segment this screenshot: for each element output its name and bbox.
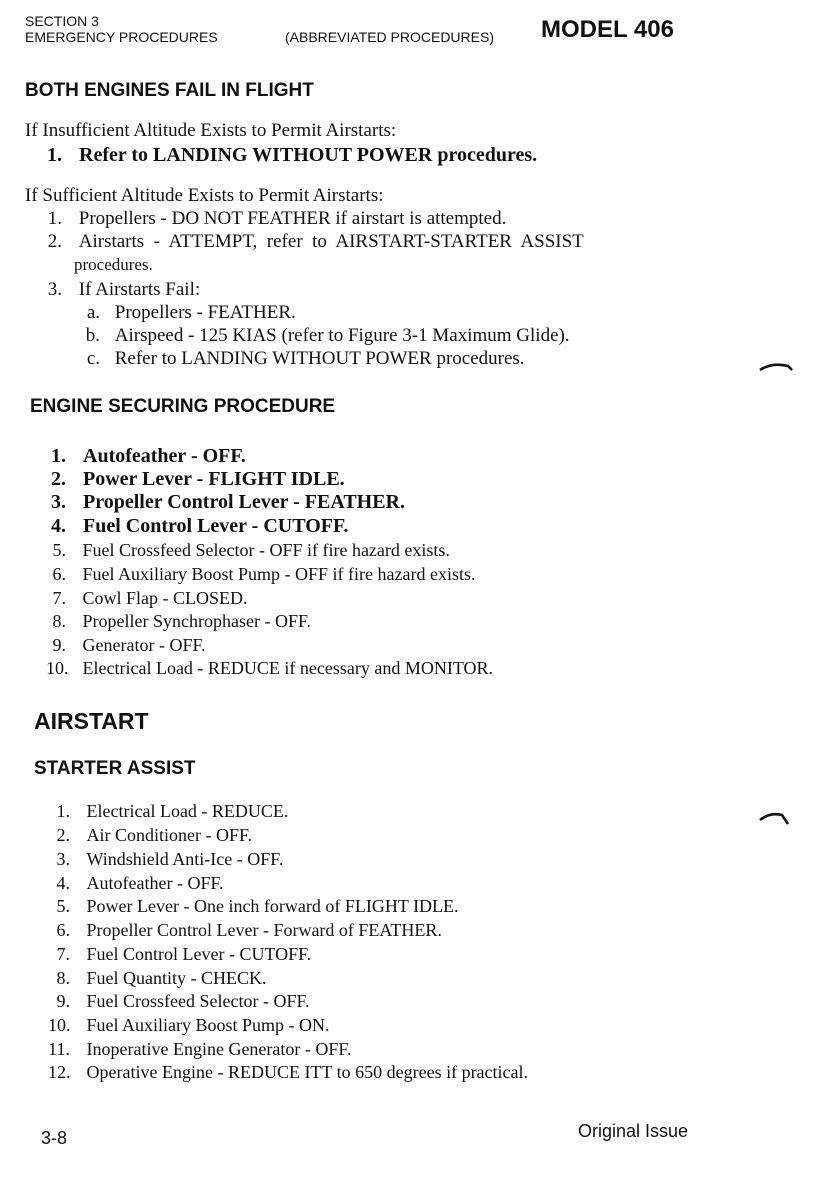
item-letter: c. <box>86 348 100 369</box>
list-item <box>46 635 206 656</box>
item-number: 9. <box>56 991 70 1011</box>
item-number: 6. <box>52 564 66 584</box>
item-text: Airstarts - ATTEMPT, refer to AIRSTART-STARTER ASSIST <box>78 231 584 252</box>
header-subtitle: (ABBREVIATED PROCEDURES) <box>285 29 494 45</box>
sub-list-item <box>84 302 296 324</box>
item-text: Refer to LANDING WITHOUT POWER procedures. <box>114 348 525 369</box>
item-text: Fuel Crossfeed Selector - OFF. <box>86 991 310 1011</box>
item-text: Fuel Auxiliary Boost Pump - OFF if fire hazard exists. <box>82 564 476 584</box>
item-text: Electrical Load - REDUCE if necessary and MONITOR. <box>82 658 494 678</box>
list-item <box>46 445 246 468</box>
item-number: 1. <box>51 445 66 467</box>
item-number: 1. <box>47 144 62 166</box>
list-item <box>48 944 311 965</box>
item-number: 8. <box>52 611 66 631</box>
sub-list-item <box>84 348 525 370</box>
list-item <box>48 873 224 894</box>
list-item <box>48 896 459 917</box>
item-text: Autofeather - OFF. <box>86 873 224 893</box>
item-number: 9. <box>52 635 66 655</box>
insufficient-intro: If Insufficient Altitude Exists to Permit Airstarts: <box>25 120 397 141</box>
list-item <box>44 279 200 301</box>
item-number: 3. <box>51 491 66 513</box>
item-continuation: procedures. <box>74 255 153 274</box>
item-text: Fuel Auxiliary Boost Pump - ON. <box>86 1015 330 1035</box>
item-number: 2. <box>51 468 66 490</box>
item-text: Power Lever - FLIGHT IDLE. <box>83 468 345 490</box>
list-item <box>48 825 252 846</box>
item-number: 12. <box>48 1062 71 1082</box>
item-number: 1. <box>56 801 70 821</box>
item-text: Propeller Control Lever - FEATHER. <box>83 491 406 513</box>
item-number: 5. <box>56 896 70 916</box>
item-number: 6. <box>56 920 70 940</box>
item-text: Generator - OFF. <box>82 635 206 655</box>
item-text: Windshield Anti-Ice - OFF. <box>86 849 284 869</box>
section-title-engine-securing: ENGINE SECURING PROCEDURE <box>30 396 336 417</box>
list-item <box>46 468 345 491</box>
item-number: 1. <box>47 208 62 229</box>
item-text: Propellers - DO NOT FEATHER if airstart is attempted. <box>78 208 507 229</box>
item-text: Inoperative Engine Generator - OFF. <box>86 1039 352 1059</box>
item-text: Cowl Flap - CLOSED. <box>82 588 248 608</box>
item-number: 10. <box>46 658 69 678</box>
section-title-airstart: AIRSTART <box>34 708 149 734</box>
item-text: Refer to LANDING WITHOUT POWER procedures. <box>79 144 538 166</box>
item-number: 10. <box>48 1015 71 1035</box>
list-item <box>48 1015 330 1036</box>
list-item <box>48 968 267 989</box>
issue-label: Original Issue <box>578 1121 689 1141</box>
section-title-both-engines: BOTH ENGINES FAIL IN FLIGHT <box>25 80 314 101</box>
item-number: 3. <box>47 279 62 300</box>
item-text: Autofeather - OFF. <box>83 445 246 467</box>
subsection-title-starter-assist: STARTER ASSIST <box>34 758 196 779</box>
sub-list-item <box>84 325 570 347</box>
item-text: Power Lever - One inch forward of FLIGHT IDLE. <box>86 896 459 916</box>
item-letter: b. <box>85 325 100 346</box>
list-item <box>46 564 475 585</box>
item-number: 2. <box>56 825 70 845</box>
model-title: MODEL 406 <box>541 16 674 43</box>
item-letter: a. <box>86 302 100 323</box>
item-text: Propellers - FEATHER. <box>114 302 296 323</box>
item-number: 11. <box>48 1039 70 1059</box>
list-item <box>44 231 584 253</box>
item-text: Operative Engine - REDUCE ITT to 650 degrees if practical. <box>86 1062 529 1082</box>
item-number: 7. <box>52 588 66 608</box>
item-number: 7. <box>56 944 70 964</box>
item-number: 4. <box>51 515 66 537</box>
item-text: Propeller Control Lever - Forward of FEATHER. <box>86 920 442 940</box>
chapter-label: EMERGENCY PROCEDURES <box>25 29 218 45</box>
list-item <box>48 991 310 1012</box>
item-number: 5. <box>52 540 66 560</box>
list-item <box>44 144 537 167</box>
list-item <box>46 515 348 538</box>
item-text: Propeller Synchrophaser - OFF. <box>82 611 312 631</box>
item-text: Fuel Control Lever - CUTOFF. <box>86 944 312 964</box>
item-number: 2. <box>47 231 62 252</box>
list-item <box>48 920 442 941</box>
item-text: If Airstarts Fail: <box>78 279 201 300</box>
list-item <box>48 849 283 870</box>
list-item <box>46 491 405 514</box>
sufficient-intro: If Sufficient Altitude Exists to Permit Airstarts: <box>25 185 384 206</box>
list-item <box>46 540 450 561</box>
item-text: Fuel Control Lever - CUTOFF. <box>83 515 349 537</box>
item-text: Airspeed - 125 KIAS (refer to Figure 3-1 Maximum Glide). <box>114 325 570 346</box>
list-item <box>48 801 288 822</box>
item-number: 3. <box>56 849 70 869</box>
list-item <box>46 588 248 609</box>
item-text: Fuel Quantity - CHECK. <box>86 968 267 988</box>
item-text: Fuel Crossfeed Selector - OFF if fire hazard exists. <box>82 540 450 560</box>
list-item <box>44 208 506 230</box>
item-text: Electrical Load - REDUCE. <box>86 801 289 821</box>
list-item <box>46 658 493 679</box>
page-number: 3-8 <box>41 1128 68 1148</box>
list-item <box>48 1062 528 1083</box>
item-number: 4. <box>56 873 70 893</box>
list-item <box>48 1039 351 1060</box>
revision-mark <box>758 808 794 828</box>
section-label: SECTION 3 <box>25 13 99 29</box>
revision-mark <box>758 360 794 374</box>
item-text: Air Conditioner - OFF. <box>86 825 253 845</box>
list-item <box>46 611 311 632</box>
item-number: 8. <box>56 968 70 988</box>
